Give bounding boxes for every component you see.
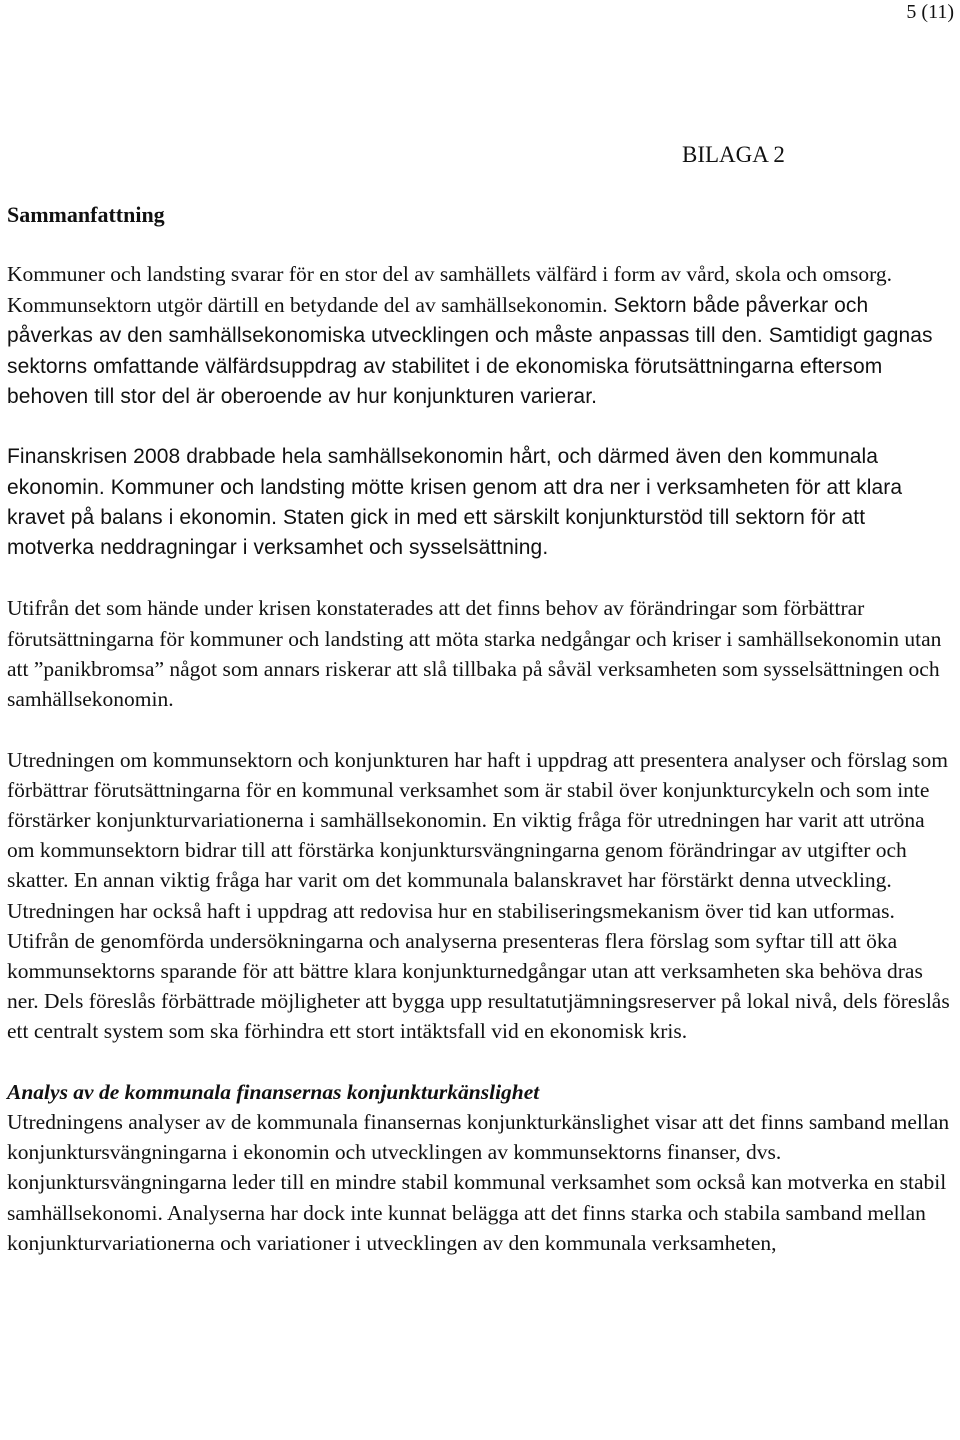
paragraph-financial-crisis: Finanskrisen 2008 drabbade hela samhällsekonomin hårt, och därmed även den kommunala ekonomin. Kommuner och landsting mötte krisen genom att dra ner i verksamheten för att klara kravet på balans i ekonomin. Staten gick in med ett särskilt konjunkturstöd till sektorn för att motverka neddragningar i verksamhet och sysselsättning. <box>7 445 903 559</box>
paragraph-intro-rest: Sektorn både påverkar och påverkas av den samhällsekonomiska utvecklingen och måste anpassas till den. Samtidigt gagnas sektorns omfattande välfärdsuppdrag av stabilitet i de ekonomiska förutsättningarna eftersom behoven till stor del är oberoende av hur konjunkturen varierar. <box>7 294 933 408</box>
paragraph-inquiry-mandate: Utredningen om kommunsektorn och konjunkturen har haft i uppdrag att presentera analyser och förslag som förbättrar förutsättningarna för en kommunal verksamhet som är stabil över konjunkturcykeln och som inte förstärker konjunkturvariationerna i samhällsekonomin. En viktig fråga för utredningen har varit att utröna om kommunsektorn bidrar till att förstärka konjunktursvängningarna genom förändringar av utgifter och skatter. En annan viktig fråga har varit om det kommunala balanskravet har förstärkt denna utveckling. Utredningen har också haft i uppdrag att redovisa hur en stabiliseringsmekanism över tid kan utformas. Utifrån de genomförda undersökningarna och analyserna presenteras flera förslag som syftar till att öka kommunsektorns sparande för att bättre klara konjunkturnedgångar utan att verksamheten ska behöva dras ner. Dels föreslås förbättrade möjligheter att bygga upp resultatutjämningsreserver på lokal nivå, dels föreslås ett centralt system som ska förhindra ett stort intäktsfall vid en ekonomisk kris. <box>7 747 950 1044</box>
paragraph-intro <box>7 259 957 412</box>
document-body <box>7 199 957 1288</box>
section-title: Sammanfattning <box>7 202 165 227</box>
attachment-label: BILAGA 2 <box>682 142 785 167</box>
paragraph-crisis-lessons: Utifrån det som hände under krisen konstaterades att det finns behov av förändringar som förbättrar förutsättningarna för kommuner och landsting att möta starka nedgångar och kriser i samhällsekonomin utan att ”panikbromsa” något som annars riskerar att slå tillbaka på såväl verksamheten som sysselsättningen och samhällsekonomin. <box>7 596 942 712</box>
subsection-heading: Analys av de kommunala finansernas konjunkturkänslighet <box>7 1079 540 1104</box>
page-number: 5 (11) <box>906 1 954 23</box>
paragraph-analysis: Utredningens analyser av de kommunala finansernas konjunkturkänslighet visar att det finns samband mellan konjunktursvängningarna i ekonomin och utvecklingen av kommunsektorns finanser, dvs. konjunktursvängningarna leder till en mindre stabil kommunal verksamhet som också kan motverka en stabil samhällsekonomi. Analyserna har dock inte kunnat belägga att det finns starka och stabila samband mellan konjunkturvariationerna och variationer i utvecklingen av den kommunala verksamheten, <box>7 1110 950 1255</box>
paragraph-intro-lead: Kommuner och landsting svarar för en stor del av samhällets välfärd i form av vård, skola och omsorg. Kommunsektorn utgör därtill en betydande del av samhällsekonomin. <box>7 262 893 318</box>
